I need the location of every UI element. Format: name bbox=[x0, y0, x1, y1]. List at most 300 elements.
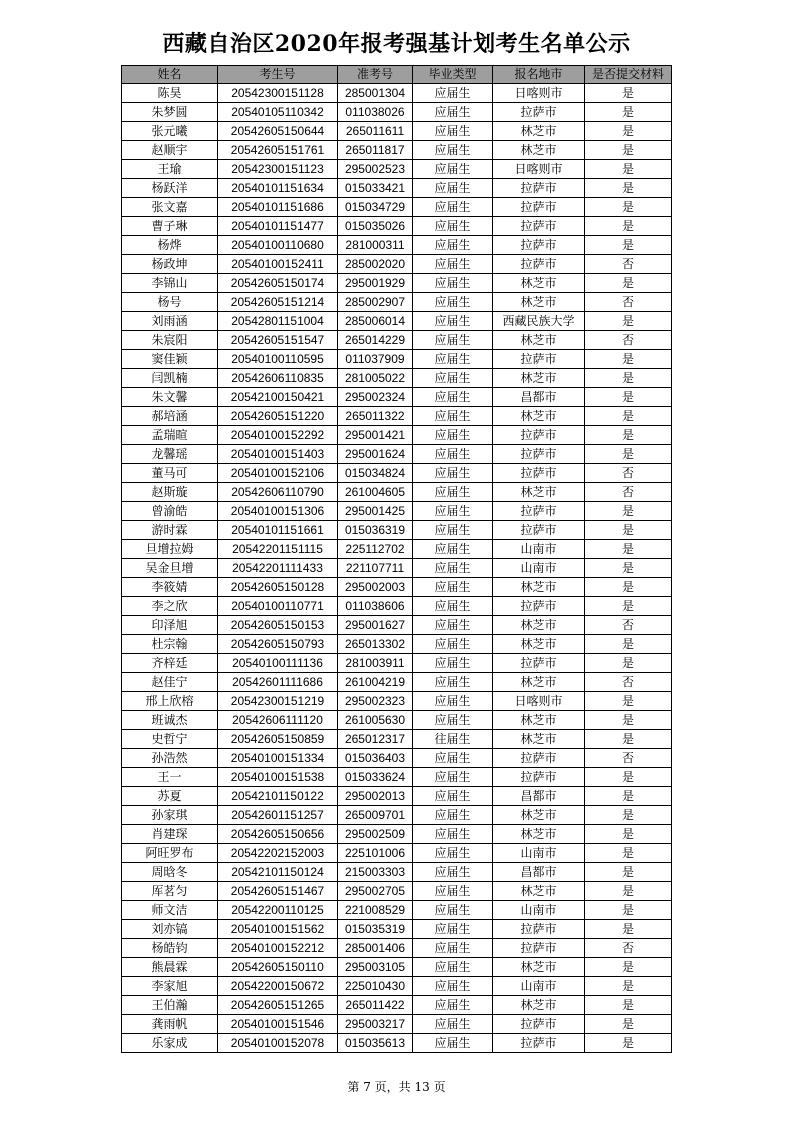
cell-city: 林芝市 bbox=[493, 711, 585, 730]
cell-admission-no: 015033624 bbox=[338, 768, 413, 787]
cell-graduation-type: 应届生 bbox=[413, 616, 493, 635]
page-title: 西藏自治区2020年报考强基计划考生名单公示 bbox=[162, 31, 631, 57]
cell-name: 龚雨帆 bbox=[122, 1015, 218, 1034]
cell-name: 周晗冬 bbox=[122, 863, 218, 882]
cell-materials: 是 bbox=[585, 920, 672, 939]
cell-name: 史哲宁 bbox=[122, 730, 218, 749]
cell-city: 林芝市 bbox=[493, 141, 585, 160]
cell-materials: 是 bbox=[585, 198, 672, 217]
table-row bbox=[122, 521, 672, 540]
cell-graduation-type: 应届生 bbox=[413, 863, 493, 882]
cell-admission-no: 011038606 bbox=[338, 597, 413, 616]
cell-admission-no: 225010430 bbox=[338, 977, 413, 996]
cell-graduation-type: 应届生 bbox=[413, 483, 493, 502]
cell-name: 张文嘉 bbox=[122, 198, 218, 217]
cell-admission-no: 015035026 bbox=[338, 217, 413, 236]
cell-admission-no: 285002020 bbox=[338, 255, 413, 274]
cell-admission-no: 295001421 bbox=[338, 426, 413, 445]
cell-city: 拉萨市 bbox=[493, 768, 585, 787]
table-row bbox=[122, 768, 672, 787]
cell-city: 拉萨市 bbox=[493, 217, 585, 236]
cell-graduation-type: 应届生 bbox=[413, 825, 493, 844]
cell-graduation-type: 应届生 bbox=[413, 198, 493, 217]
cell-graduation-type: 应届生 bbox=[413, 1034, 493, 1053]
cell-exam-id: 20542101150124 bbox=[218, 863, 338, 882]
cell-materials: 是 bbox=[585, 540, 672, 559]
cell-city: 日喀则市 bbox=[493, 160, 585, 179]
table-row bbox=[122, 806, 672, 825]
cell-name: 印泽旭 bbox=[122, 616, 218, 635]
table-row bbox=[122, 388, 672, 407]
cell-city: 拉萨市 bbox=[493, 198, 585, 217]
table-row bbox=[122, 84, 672, 103]
cell-materials: 是 bbox=[585, 521, 672, 540]
cell-admission-no: 261004605 bbox=[338, 483, 413, 502]
cell-city: 拉萨市 bbox=[493, 502, 585, 521]
cell-name: 赵佳宁 bbox=[122, 673, 218, 692]
cell-city: 拉萨市 bbox=[493, 179, 585, 198]
cell-name: 窦佳颖 bbox=[122, 350, 218, 369]
cell-name: 杨号 bbox=[122, 293, 218, 312]
cell-name: 班诚杰 bbox=[122, 711, 218, 730]
cell-graduation-type: 应届生 bbox=[413, 331, 493, 350]
cell-name: 陈昊 bbox=[122, 84, 218, 103]
cell-city: 拉萨市 bbox=[493, 939, 585, 958]
cell-city: 拉萨市 bbox=[493, 445, 585, 464]
table-row bbox=[122, 578, 672, 597]
cell-graduation-type: 应届生 bbox=[413, 217, 493, 236]
cell-exam-id: 20542300151219 bbox=[218, 692, 338, 711]
cell-graduation-type: 应届生 bbox=[413, 901, 493, 920]
cell-materials: 是 bbox=[585, 730, 672, 749]
cell-admission-no: 295002323 bbox=[338, 692, 413, 711]
cell-admission-no: 221107711 bbox=[338, 559, 413, 578]
cell-exam-id: 20542200150672 bbox=[218, 977, 338, 996]
column-header-graduation-type: 毕业类型 bbox=[413, 66, 493, 84]
cell-city: 林芝市 bbox=[493, 730, 585, 749]
cell-materials: 是 bbox=[585, 1015, 672, 1034]
cell-materials: 是 bbox=[585, 654, 672, 673]
table-row bbox=[122, 939, 672, 958]
cell-city: 山南市 bbox=[493, 977, 585, 996]
column-header-materials: 是否提交材料 bbox=[585, 66, 672, 84]
cell-graduation-type: 应届生 bbox=[413, 996, 493, 1015]
cell-admission-no: 015034729 bbox=[338, 198, 413, 217]
cell-graduation-type: 应届生 bbox=[413, 388, 493, 407]
cell-exam-id: 20540100151538 bbox=[218, 768, 338, 787]
cell-materials: 是 bbox=[585, 844, 672, 863]
cell-graduation-type: 应届生 bbox=[413, 597, 493, 616]
cell-exam-id: 20540101151477 bbox=[218, 217, 338, 236]
cell-admission-no: 285001406 bbox=[338, 939, 413, 958]
cell-name: 孙家琪 bbox=[122, 806, 218, 825]
cell-graduation-type: 应届生 bbox=[413, 806, 493, 825]
cell-admission-no: 015033421 bbox=[338, 179, 413, 198]
cell-graduation-type: 应届生 bbox=[413, 293, 493, 312]
table-row bbox=[122, 464, 672, 483]
cell-materials: 否 bbox=[585, 673, 672, 692]
cell-materials: 是 bbox=[585, 84, 672, 103]
cell-exam-id: 20542606111120 bbox=[218, 711, 338, 730]
cell-name: 旦增拉姆 bbox=[122, 540, 218, 559]
table-row bbox=[122, 730, 672, 749]
cell-exam-id: 20540100110680 bbox=[218, 236, 338, 255]
cell-city: 拉萨市 bbox=[493, 350, 585, 369]
cell-name: 曹子琳 bbox=[122, 217, 218, 236]
cell-graduation-type: 应届生 bbox=[413, 768, 493, 787]
table-row bbox=[122, 863, 672, 882]
cell-exam-id: 20542605151547 bbox=[218, 331, 338, 350]
cell-admission-no: 295001624 bbox=[338, 445, 413, 464]
cell-admission-no: 011038026 bbox=[338, 103, 413, 122]
table-row bbox=[122, 844, 672, 863]
cell-city: 林芝市 bbox=[493, 882, 585, 901]
cell-name: 龙馨瑶 bbox=[122, 445, 218, 464]
table-row bbox=[122, 996, 672, 1015]
cell-materials: 否 bbox=[585, 749, 672, 768]
cell-materials: 是 bbox=[585, 977, 672, 996]
cell-materials: 否 bbox=[585, 616, 672, 635]
cell-city: 拉萨市 bbox=[493, 255, 585, 274]
column-header-exam-id: 考生号 bbox=[218, 66, 338, 84]
cell-admission-no: 265012317 bbox=[338, 730, 413, 749]
table-row bbox=[122, 369, 672, 388]
cell-name: 刘亦镐 bbox=[122, 920, 218, 939]
cell-city: 拉萨市 bbox=[493, 521, 585, 540]
cell-city: 林芝市 bbox=[493, 635, 585, 654]
table-row bbox=[122, 540, 672, 559]
cell-city: 林芝市 bbox=[493, 673, 585, 692]
cell-name: 齐梓廷 bbox=[122, 654, 218, 673]
cell-admission-no: 285006014 bbox=[338, 312, 413, 331]
cell-admission-no: 295002705 bbox=[338, 882, 413, 901]
cell-admission-no: 295003105 bbox=[338, 958, 413, 977]
cell-graduation-type: 应届生 bbox=[413, 844, 493, 863]
cell-graduation-type: 应届生 bbox=[413, 179, 493, 198]
table-row bbox=[122, 711, 672, 730]
table-row bbox=[122, 654, 672, 673]
table-row bbox=[122, 597, 672, 616]
cell-graduation-type: 应届生 bbox=[413, 160, 493, 179]
cell-name: 王一 bbox=[122, 768, 218, 787]
cell-city: 拉萨市 bbox=[493, 464, 585, 483]
cell-exam-id: 20540105110342 bbox=[218, 103, 338, 122]
cell-city: 拉萨市 bbox=[493, 426, 585, 445]
table-row bbox=[122, 673, 672, 692]
cell-materials: 是 bbox=[585, 312, 672, 331]
cell-name: 刘雨涵 bbox=[122, 312, 218, 331]
cell-graduation-type: 应届生 bbox=[413, 103, 493, 122]
table-row bbox=[122, 236, 672, 255]
page-footer: 第 7 页，共 13 页 bbox=[347, 1080, 446, 1094]
cell-graduation-type: 应届生 bbox=[413, 236, 493, 255]
cell-materials: 否 bbox=[585, 331, 672, 350]
cell-materials: 是 bbox=[585, 578, 672, 597]
cell-materials: 是 bbox=[585, 1034, 672, 1053]
cell-name: 王伯瀚 bbox=[122, 996, 218, 1015]
cell-name: 李家旭 bbox=[122, 977, 218, 996]
cell-materials: 是 bbox=[585, 806, 672, 825]
table-row bbox=[122, 616, 672, 635]
cell-exam-id: 20542100150421 bbox=[218, 388, 338, 407]
table-row bbox=[122, 350, 672, 369]
cell-city: 昌都市 bbox=[493, 863, 585, 882]
cell-city: 林芝市 bbox=[493, 616, 585, 635]
cell-city: 日喀则市 bbox=[493, 84, 585, 103]
table-row bbox=[122, 635, 672, 654]
cell-admission-no: 215003303 bbox=[338, 863, 413, 882]
cell-materials: 是 bbox=[585, 426, 672, 445]
cell-name: 朱宸阳 bbox=[122, 331, 218, 350]
cell-name: 邢上欣榕 bbox=[122, 692, 218, 711]
cell-materials: 是 bbox=[585, 369, 672, 388]
cell-admission-no: 295001627 bbox=[338, 616, 413, 635]
cell-name: 朱梦圆 bbox=[122, 103, 218, 122]
cell-materials: 是 bbox=[585, 445, 672, 464]
cell-exam-id: 20542606110790 bbox=[218, 483, 338, 502]
cell-exam-id: 20542101150122 bbox=[218, 787, 338, 806]
cell-graduation-type: 应届生 bbox=[413, 635, 493, 654]
table-row bbox=[122, 920, 672, 939]
cell-city: 拉萨市 bbox=[493, 654, 585, 673]
cell-exam-id: 20542201111433 bbox=[218, 559, 338, 578]
cell-materials: 是 bbox=[585, 122, 672, 141]
cell-exam-id: 20542300151128 bbox=[218, 84, 338, 103]
cell-graduation-type: 应届生 bbox=[413, 141, 493, 160]
table-row bbox=[122, 559, 672, 578]
table-row bbox=[122, 445, 672, 464]
cell-materials: 是 bbox=[585, 179, 672, 198]
table-row bbox=[122, 426, 672, 445]
cell-exam-id: 20542605150110 bbox=[218, 958, 338, 977]
cell-exam-id: 20542801151004 bbox=[218, 312, 338, 331]
cell-exam-id: 20542605150793 bbox=[218, 635, 338, 654]
cell-exam-id: 20540100152078 bbox=[218, 1034, 338, 1053]
cell-materials: 是 bbox=[585, 407, 672, 426]
cell-graduation-type: 应届生 bbox=[413, 122, 493, 141]
cell-materials: 是 bbox=[585, 692, 672, 711]
cell-admission-no: 261004219 bbox=[338, 673, 413, 692]
cell-exam-id: 20542601111686 bbox=[218, 673, 338, 692]
cell-graduation-type: 应届生 bbox=[413, 711, 493, 730]
cell-exam-id: 20540100151546 bbox=[218, 1015, 338, 1034]
table-row bbox=[122, 312, 672, 331]
cell-materials: 否 bbox=[585, 939, 672, 958]
cell-admission-no: 265011422 bbox=[338, 996, 413, 1015]
cell-name: 李锦山 bbox=[122, 274, 218, 293]
cell-graduation-type: 应届生 bbox=[413, 540, 493, 559]
cell-exam-id: 20540100151562 bbox=[218, 920, 338, 939]
cell-materials: 是 bbox=[585, 958, 672, 977]
cell-materials: 是 bbox=[585, 825, 672, 844]
cell-exam-id: 20542605150153 bbox=[218, 616, 338, 635]
cell-admission-no: 225101006 bbox=[338, 844, 413, 863]
cell-admission-no: 015035319 bbox=[338, 920, 413, 939]
cell-city: 山南市 bbox=[493, 844, 585, 863]
cell-materials: 是 bbox=[585, 217, 672, 236]
cell-city: 林芝市 bbox=[493, 806, 585, 825]
cell-exam-id: 20540101151661 bbox=[218, 521, 338, 540]
table-row bbox=[122, 141, 672, 160]
cell-graduation-type: 应届生 bbox=[413, 255, 493, 274]
cell-name: 熊晨霖 bbox=[122, 958, 218, 977]
cell-materials: 是 bbox=[585, 635, 672, 654]
cell-admission-no: 295002013 bbox=[338, 787, 413, 806]
cell-city: 林芝市 bbox=[493, 369, 585, 388]
cell-exam-id: 20540100152106 bbox=[218, 464, 338, 483]
cell-name: 苏夏 bbox=[122, 787, 218, 806]
table-row bbox=[122, 1034, 672, 1053]
cell-exam-id: 20542605151761 bbox=[218, 141, 338, 160]
cell-materials: 是 bbox=[585, 768, 672, 787]
cell-exam-id: 20540100111136 bbox=[218, 654, 338, 673]
cell-admission-no: 265011322 bbox=[338, 407, 413, 426]
cell-city: 山南市 bbox=[493, 540, 585, 559]
cell-admission-no: 295001929 bbox=[338, 274, 413, 293]
cell-city: 林芝市 bbox=[493, 122, 585, 141]
table-row bbox=[122, 217, 672, 236]
cell-graduation-type: 应届生 bbox=[413, 692, 493, 711]
cell-admission-no: 265011817 bbox=[338, 141, 413, 160]
cell-admission-no: 281000311 bbox=[338, 236, 413, 255]
cell-graduation-type: 应届生 bbox=[413, 521, 493, 540]
cell-materials: 否 bbox=[585, 293, 672, 312]
cell-admission-no: 285002907 bbox=[338, 293, 413, 312]
cell-materials: 否 bbox=[585, 464, 672, 483]
cell-name: 师文洁 bbox=[122, 901, 218, 920]
cell-exam-id: 20542300151123 bbox=[218, 160, 338, 179]
cell-name: 乐家成 bbox=[122, 1034, 218, 1053]
cell-materials: 是 bbox=[585, 863, 672, 882]
cell-exam-id: 20542601151257 bbox=[218, 806, 338, 825]
cell-materials: 是 bbox=[585, 103, 672, 122]
cell-exam-id: 20542605151265 bbox=[218, 996, 338, 1015]
table-row bbox=[122, 958, 672, 977]
cell-exam-id: 20540100110595 bbox=[218, 350, 338, 369]
cell-city: 林芝市 bbox=[493, 407, 585, 426]
cell-city: 山南市 bbox=[493, 901, 585, 920]
cell-admission-no: 265013302 bbox=[338, 635, 413, 654]
cell-exam-id: 20542605150656 bbox=[218, 825, 338, 844]
candidate-table bbox=[121, 65, 672, 1053]
cell-city: 林芝市 bbox=[493, 578, 585, 597]
cell-graduation-type: 应届生 bbox=[413, 502, 493, 521]
cell-exam-id: 20542605151220 bbox=[218, 407, 338, 426]
cell-graduation-type: 应届生 bbox=[413, 559, 493, 578]
cell-exam-id: 20540100152411 bbox=[218, 255, 338, 274]
cell-name: 张元曦 bbox=[122, 122, 218, 141]
cell-name: 董马可 bbox=[122, 464, 218, 483]
cell-exam-id: 20540101151634 bbox=[218, 179, 338, 198]
cell-exam-id: 20542200110125 bbox=[218, 901, 338, 920]
table-row bbox=[122, 255, 672, 274]
cell-city: 林芝市 bbox=[493, 274, 585, 293]
table-header-row bbox=[122, 66, 672, 84]
cell-name: 肖建琛 bbox=[122, 825, 218, 844]
cell-exam-id: 20542202152003 bbox=[218, 844, 338, 863]
cell-name: 厍茗匀 bbox=[122, 882, 218, 901]
cell-name: 吴金旦增 bbox=[122, 559, 218, 578]
cell-admission-no: 015034824 bbox=[338, 464, 413, 483]
cell-admission-no: 011037909 bbox=[338, 350, 413, 369]
cell-graduation-type: 应届生 bbox=[413, 939, 493, 958]
cell-exam-id: 20542606110835 bbox=[218, 369, 338, 388]
cell-exam-id: 20542605150128 bbox=[218, 578, 338, 597]
cell-exam-id: 20542201151115 bbox=[218, 540, 338, 559]
cell-admission-no: 225112702 bbox=[338, 540, 413, 559]
cell-graduation-type: 应届生 bbox=[413, 1015, 493, 1034]
cell-materials: 是 bbox=[585, 996, 672, 1015]
table-row bbox=[122, 179, 672, 198]
cell-graduation-type: 应届生 bbox=[413, 312, 493, 331]
cell-graduation-type: 应届生 bbox=[413, 350, 493, 369]
cell-admission-no: 265009701 bbox=[338, 806, 413, 825]
cell-admission-no: 295002003 bbox=[338, 578, 413, 597]
cell-admission-no: 261005630 bbox=[338, 711, 413, 730]
cell-admission-no: 281005022 bbox=[338, 369, 413, 388]
cell-name: 杜宗翰 bbox=[122, 635, 218, 654]
cell-exam-id: 20540100110771 bbox=[218, 597, 338, 616]
table-row bbox=[122, 692, 672, 711]
table-row bbox=[122, 293, 672, 312]
cell-city: 林芝市 bbox=[493, 825, 585, 844]
table-row bbox=[122, 160, 672, 179]
cell-admission-no: 281003911 bbox=[338, 654, 413, 673]
table-row bbox=[122, 977, 672, 996]
cell-city: 拉萨市 bbox=[493, 749, 585, 768]
cell-city: 林芝市 bbox=[493, 293, 585, 312]
cell-city: 拉萨市 bbox=[493, 1015, 585, 1034]
cell-graduation-type: 应届生 bbox=[413, 654, 493, 673]
table-row bbox=[122, 122, 672, 141]
cell-name: 王瑜 bbox=[122, 160, 218, 179]
cell-city: 林芝市 bbox=[493, 958, 585, 977]
cell-name: 杨政坤 bbox=[122, 255, 218, 274]
cell-admission-no: 295002324 bbox=[338, 388, 413, 407]
table-row bbox=[122, 331, 672, 350]
cell-exam-id: 20542605151214 bbox=[218, 293, 338, 312]
cell-exam-id: 20542605150644 bbox=[218, 122, 338, 141]
cell-graduation-type: 应届生 bbox=[413, 920, 493, 939]
cell-exam-id: 20540100151334 bbox=[218, 749, 338, 768]
cell-graduation-type: 应届生 bbox=[413, 407, 493, 426]
cell-admission-no: 265014229 bbox=[338, 331, 413, 350]
cell-admission-no: 265011611 bbox=[338, 122, 413, 141]
cell-city: 昌都市 bbox=[493, 388, 585, 407]
table-row bbox=[122, 749, 672, 768]
cell-materials: 是 bbox=[585, 597, 672, 616]
cell-name: 朱文馨 bbox=[122, 388, 218, 407]
cell-city: 拉萨市 bbox=[493, 597, 585, 616]
cell-graduation-type: 应届生 bbox=[413, 882, 493, 901]
cell-materials: 是 bbox=[585, 901, 672, 920]
cell-name: 游时霖 bbox=[122, 521, 218, 540]
cell-city: 拉萨市 bbox=[493, 920, 585, 939]
table-row bbox=[122, 825, 672, 844]
cell-admission-no: 285001304 bbox=[338, 84, 413, 103]
cell-graduation-type: 应届生 bbox=[413, 464, 493, 483]
cell-graduation-type: 应届生 bbox=[413, 958, 493, 977]
cell-materials: 否 bbox=[585, 255, 672, 274]
cell-materials: 是 bbox=[585, 882, 672, 901]
table-row bbox=[122, 483, 672, 502]
cell-exam-id: 20540100151403 bbox=[218, 445, 338, 464]
cell-exam-id: 20540100152212 bbox=[218, 939, 338, 958]
cell-name: 郝培涵 bbox=[122, 407, 218, 426]
table-row bbox=[122, 787, 672, 806]
cell-name: 李筱婧 bbox=[122, 578, 218, 597]
cell-materials: 是 bbox=[585, 711, 672, 730]
